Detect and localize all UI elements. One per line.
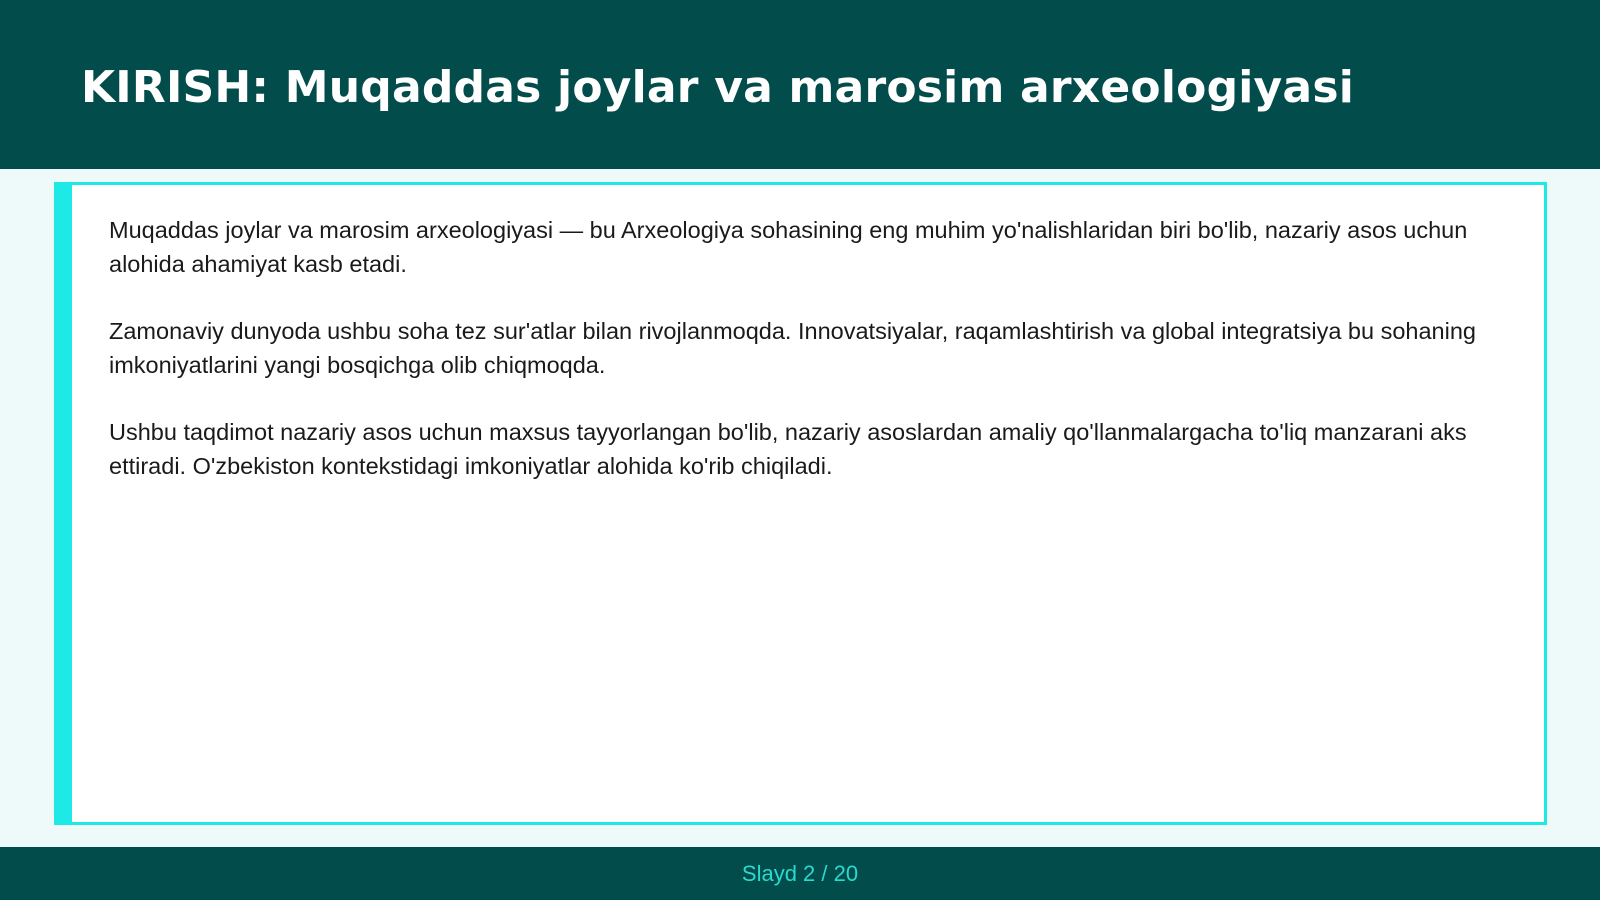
slide-title: KIRISH: Muqaddas joylar va marosim arxeologiyasi (81, 62, 1354, 113)
content-card (54, 182, 1547, 825)
paragraph-presentation-scope: Ushbu taqdimot nazariy asos uchun maxsus tayyorlangan bo'lib, nazariy asoslardan amaliy qo'llanmalargacha to'liq manzarani aks ettiradi. O'zbekiston kontekstidagi imkoniyatlar alohida ko'rib chiqiladi. (109, 419, 1467, 479)
slide-number: Slayd 2 / 20 (741, 861, 859, 886)
slide-header (0, 0, 1600, 169)
slide-footer (0, 847, 1600, 900)
content-body (109, 213, 1509, 516)
paragraph-intro: Muqaddas joylar va marosim arxeologiyasi — bu Arxeologiya sohasining eng muhim yo'nalishlaridan biri bo'lib, nazariy asos uchun alohida ahamiyat kasb etadi. (109, 217, 1468, 277)
paragraph-modern-world: Zamonaviy dunyoda ushbu soha tez sur'atlar bilan rivojlanmoqda. Innovatsiyalar, raqamlashtirish va global integratsiya bu sohaning imkoniyatlarini yangi bosqichga olib chiqmoqda. (109, 318, 1476, 378)
